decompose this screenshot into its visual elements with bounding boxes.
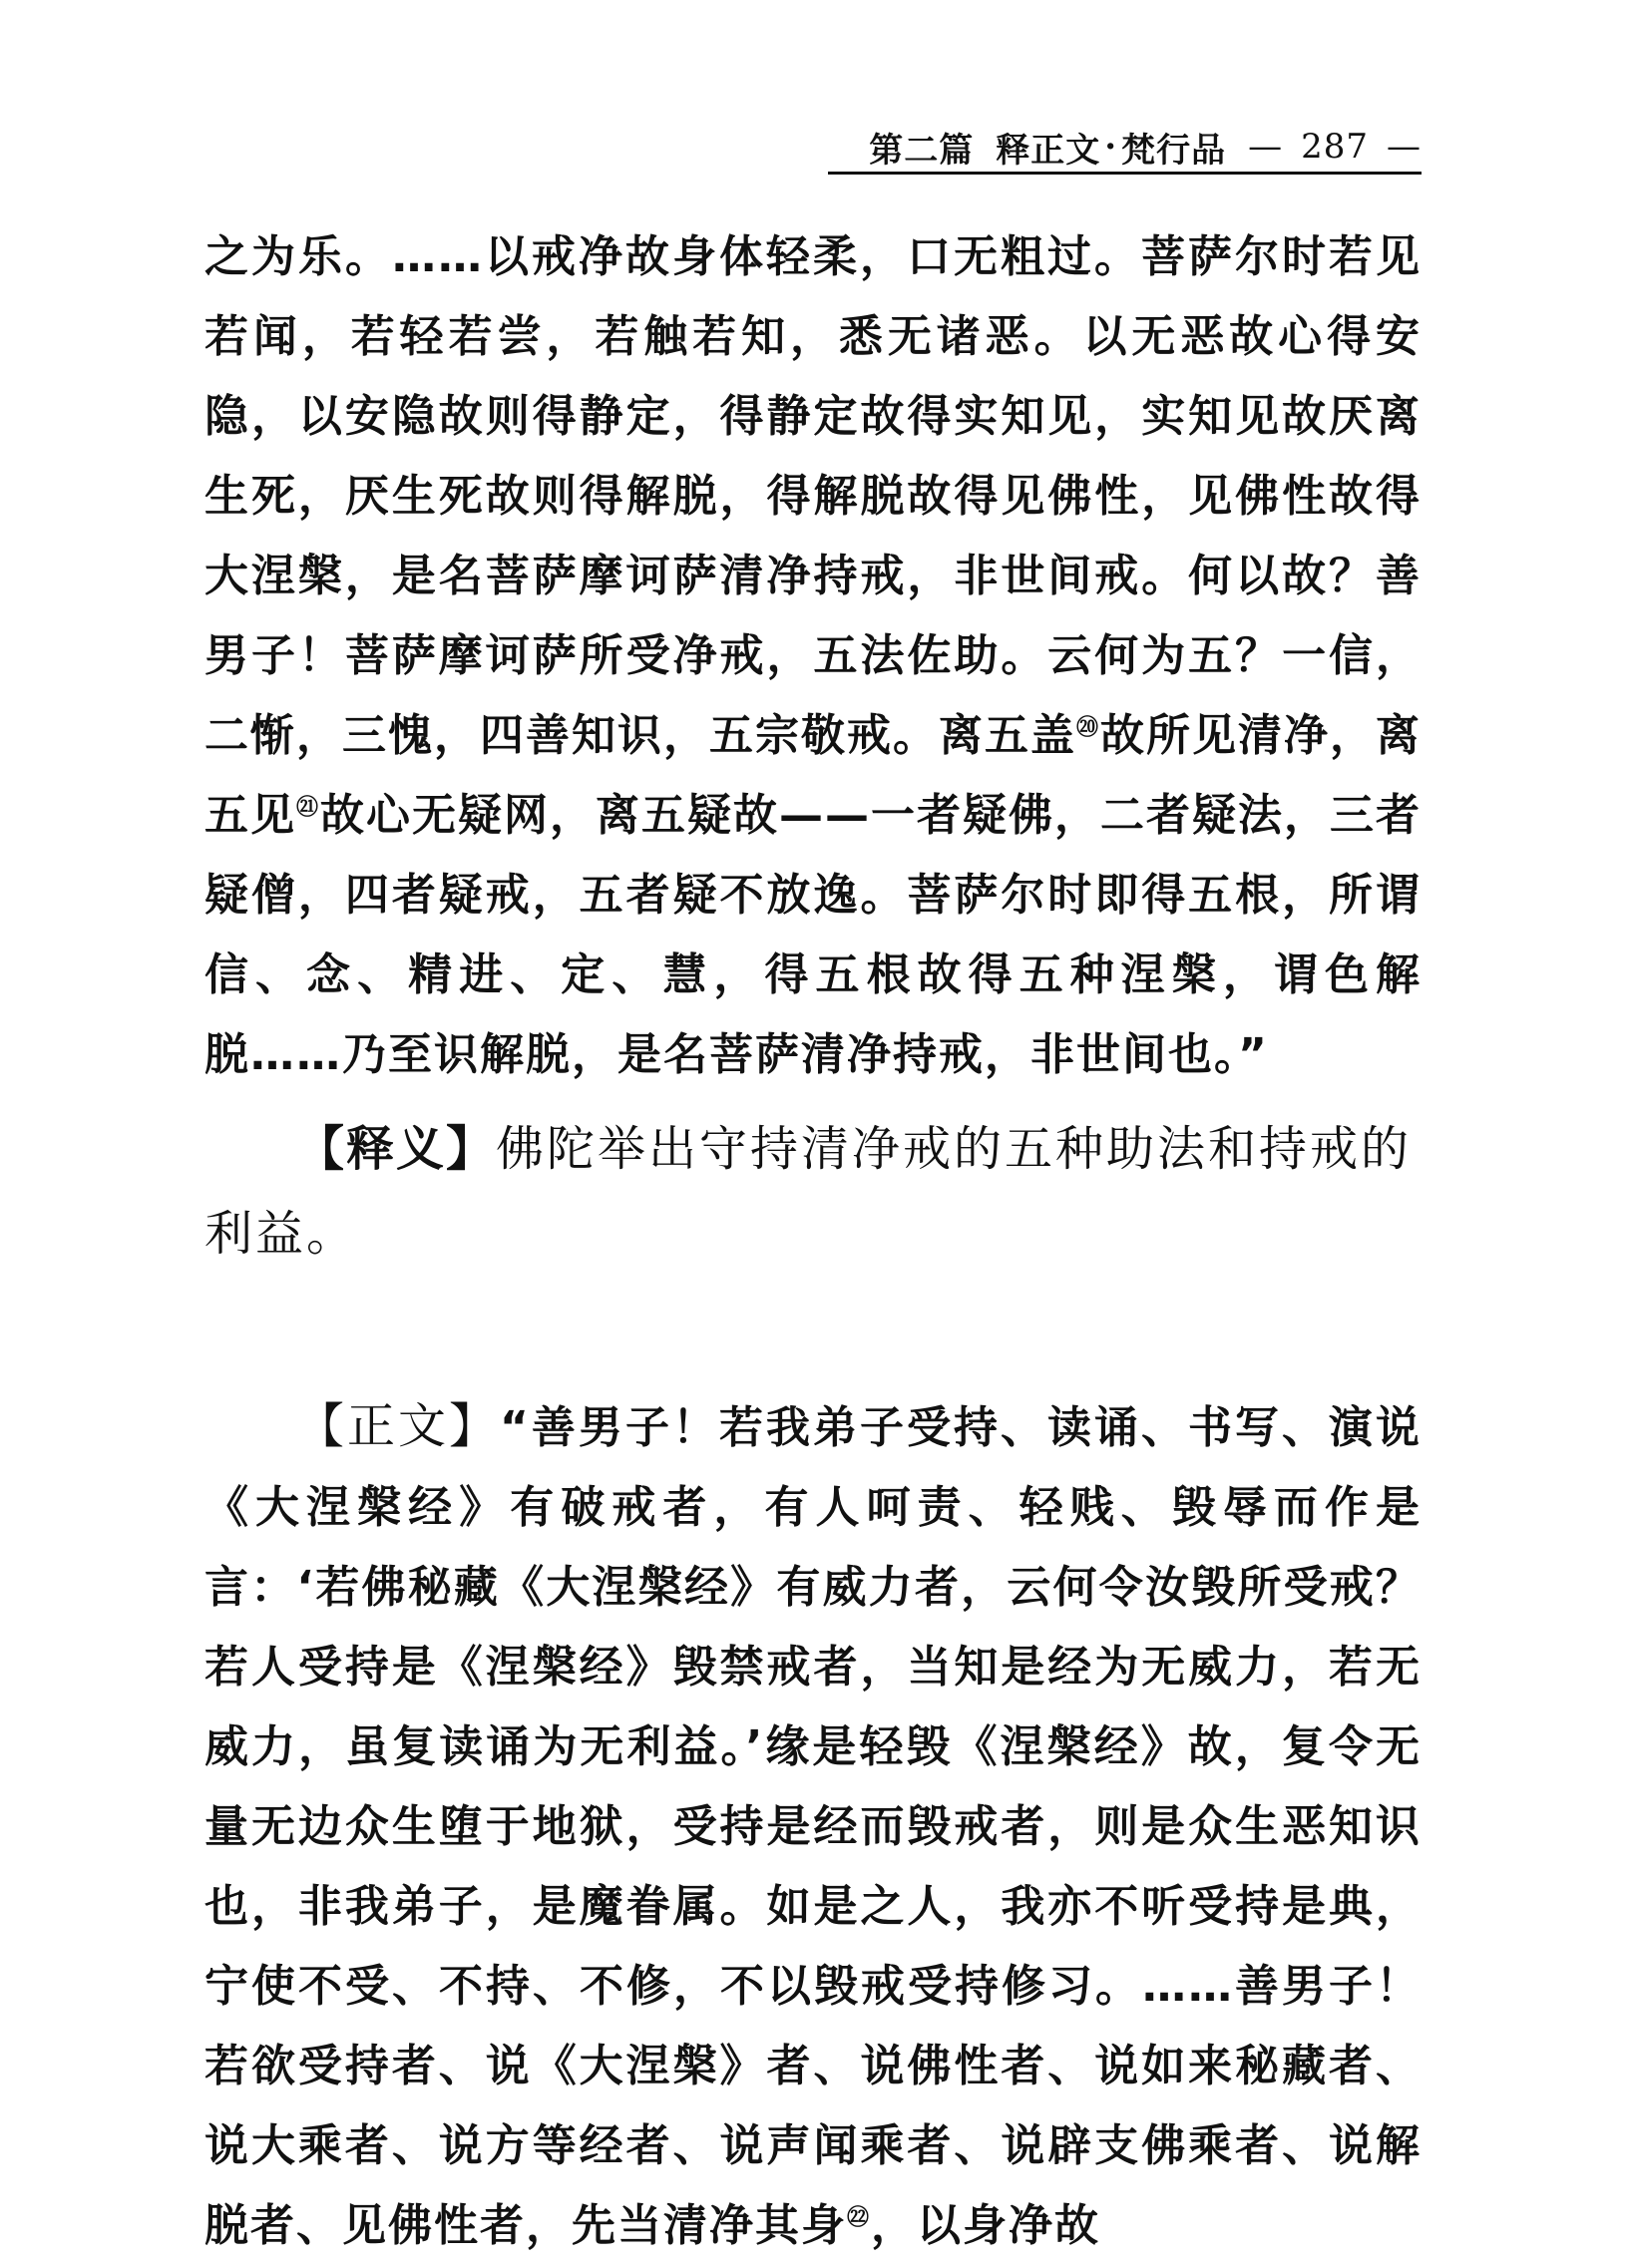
passage2-text-a: “善男子！若我弟子受持、读诵、书写、演说《大涅槃经》有破戒者，有人呵责、轻贱、毁辱而作是言：‘若佛秘藏《大涅槃经》有威力者，云何令汝毁所受戒？若人受持是《涅槃经》毁禁戒者，当知是经为无威力，若无威力，虽复读诵为无利益。’缘是轻毁《涅槃经》故，复令无量无边众生堕于地狱，受持是经而毁戒者，则是众生恶知识也，非我弟子，是魔眷属。如是之人，我亦不听受持是典，宁使不受、不持、不修，不以毁戒受持修习。……善男子！若欲受持者、说《大涅槃》者、说佛性者、说如来秘藏者、说大乘者、说方等经者、说声闻乘者、说辟支佛乘者、说解脱者、见佛性者，先当清净其身 [204, 1402, 1422, 2251]
main-text-label: 【正文】 [296, 1398, 501, 1454]
page-number: 287 [1301, 127, 1369, 167]
scripture-passage-1 [204, 217, 1422, 1095]
footnote-ref-22: ㉒ [847, 2205, 872, 2231]
page-body [204, 217, 1422, 2266]
header-section: 释正文 [996, 130, 1101, 171]
header-chapter: 第二篇 [869, 130, 975, 171]
commentary-text: 佛陀举出守持清净戒的五种助法和持戒的利益。 [204, 1121, 1413, 1262]
passage1-text-b: 故所见清净，离五见 [204, 710, 1423, 841]
scripture-passage-2 [204, 1386, 1422, 2266]
header-dash-right: — [1387, 127, 1422, 167]
header-subsection: 梵行品 [1121, 130, 1227, 171]
running-header [828, 122, 1422, 175]
header-separator: · [1104, 127, 1118, 167]
commentary-label: 【释义】 [296, 1121, 497, 1177]
passage2-text-b: ，以身净故 [871, 2200, 1101, 2251]
footnote-ref-20: ⑳ [1076, 715, 1101, 741]
footnote-ref-21: ㉑ [296, 795, 321, 821]
passage1-text-c: 故心无疑网，离五疑故——一者疑佛，二者疑法，三者疑僧，四者疑戒，五者疑不放逸。菩萨尔时即得五根，所谓信、念、精进、定、慧，得五根故得五种涅槃，谓色解脱……乃至识解脱，是名菩萨清净持戒，非世间也。” [204, 790, 1423, 1080]
header-dash-left: — [1248, 127, 1284, 167]
passage1-text-a: 之为乐。……以戒净故身体轻柔，口无粗过。菩萨尔时若见若闻，若轻若尝，若触若知，悉无诸恶。以无恶故心得安隐，以安隐故则得静定，得静定故得实知见，实知见故厌离生死，厌生死故则得解脱，得解脱故得见佛性，见佛性故得大涅槃，是名菩萨摩诃萨清净持戒，非世间戒。何以故？善男子！菩萨摩诃萨所受净戒，五法佐助。云何为五？一信，二惭，三愧，四善知识，五宗敬戒。离五盖 [204, 231, 1422, 761]
commentary-paragraph [204, 1107, 1422, 1277]
